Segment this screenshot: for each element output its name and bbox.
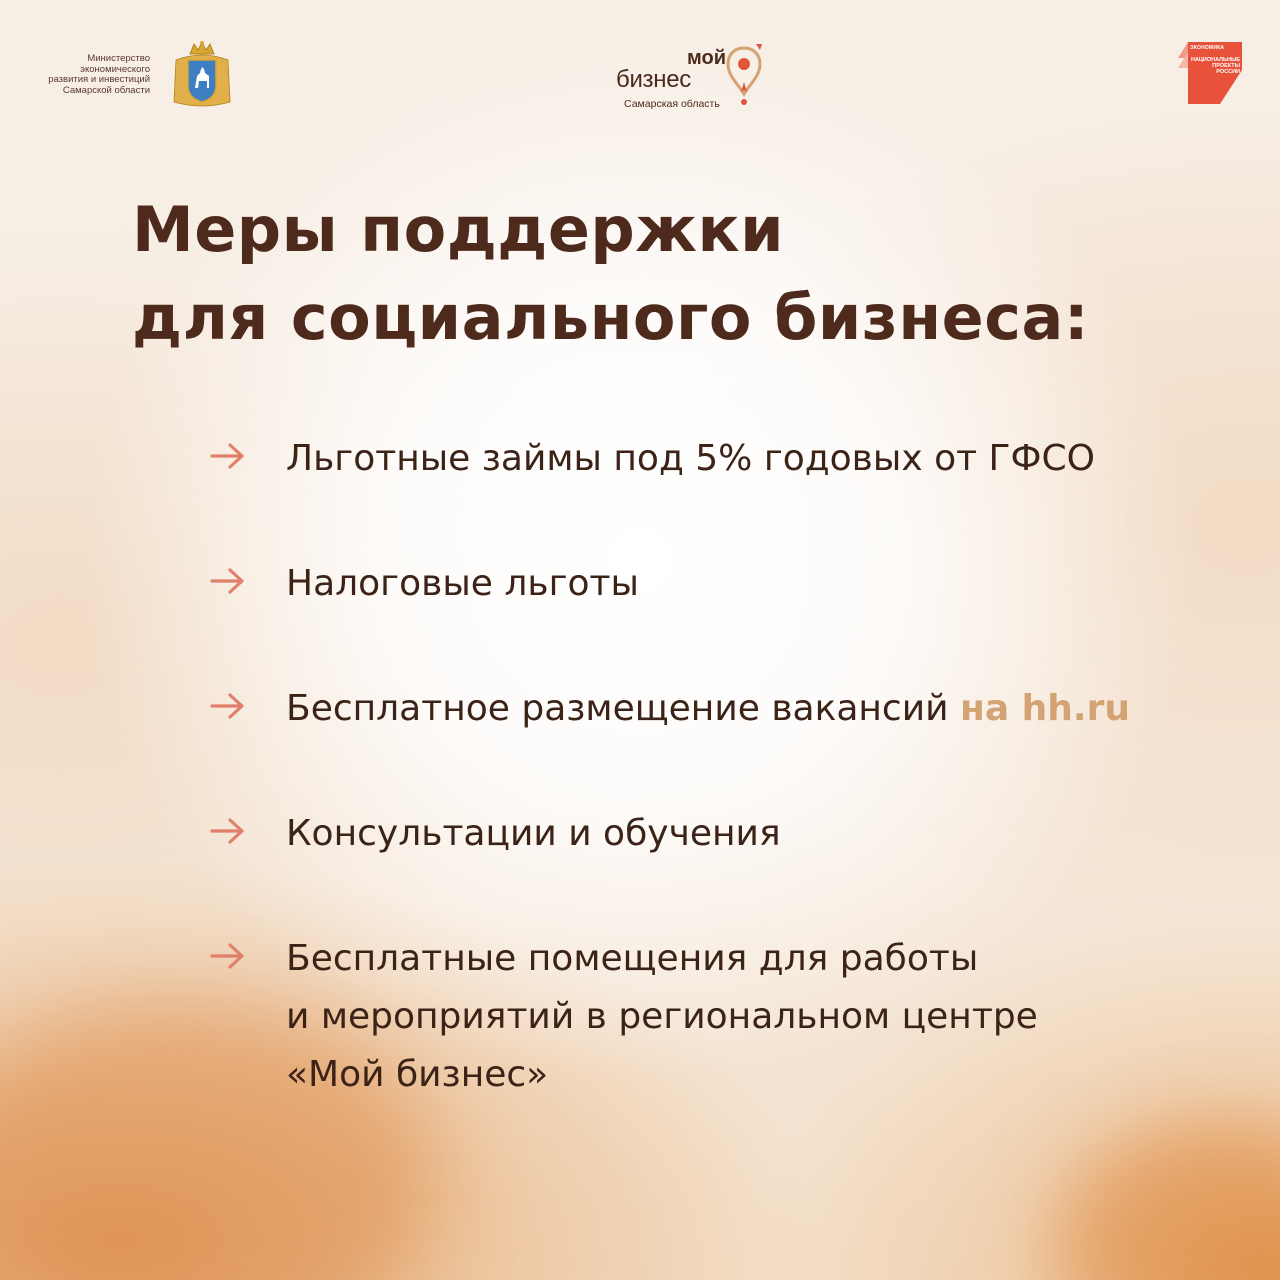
list-item-line [286,680,1130,738]
ministry-name-line: Министерство [87,53,150,64]
my-business-word-biznes: бизнес [616,66,691,93]
list-item-line: Льготные займы под 5% годовых от ГФСО [286,438,1095,479]
arrow-right-icon [210,942,246,970]
list-item-line: «Мой бизнес» [286,1054,549,1095]
arrow-right-icon [210,817,246,845]
list-item-line: Налоговые льготы [286,563,639,604]
national-projects-line: ПРОЕКТЫ [1212,63,1240,70]
my-business-region: Самарская область [624,98,720,110]
ministry-name-line: развития и инвестиций [48,74,150,85]
list-item-line: и мероприятий в региональном центре [286,996,1038,1037]
list-item-text [286,680,1130,738]
my-business-word-moy: мой [686,47,726,69]
list-item-line: Консультации и обучения [286,813,781,854]
national-projects-caption: ЭКОНОМИКА [1190,45,1225,51]
arrow-right-icon [210,442,246,470]
ministry-logo [48,40,236,110]
list-item-text [286,805,781,863]
list-item-text [286,555,639,613]
list-item-text [286,430,1095,488]
arrow-right-icon [210,567,246,595]
hh-link-highlight: на hh.ru [959,688,1130,729]
list-item-text [286,930,1038,1104]
ministry-name-line: Самарской области [62,84,150,96]
title-line: для социального бизнеса: [132,281,1090,354]
ministry-name [40,54,150,96]
arrow-right-icon [210,692,246,720]
list-item-line: Бесплатные помещения для работы [286,938,979,979]
list-item-text-main: Бесплатное размещение вакансий [286,688,960,729]
support-measures-list [210,0,1250,1280]
ministry-name-line: экономического [80,63,150,75]
title-line: Меры поддержки [132,193,785,266]
national-projects-line: РОССИИ [1216,69,1240,76]
national-projects-line: НАЦИОНАЛЬНЫЕ [1190,57,1240,63]
